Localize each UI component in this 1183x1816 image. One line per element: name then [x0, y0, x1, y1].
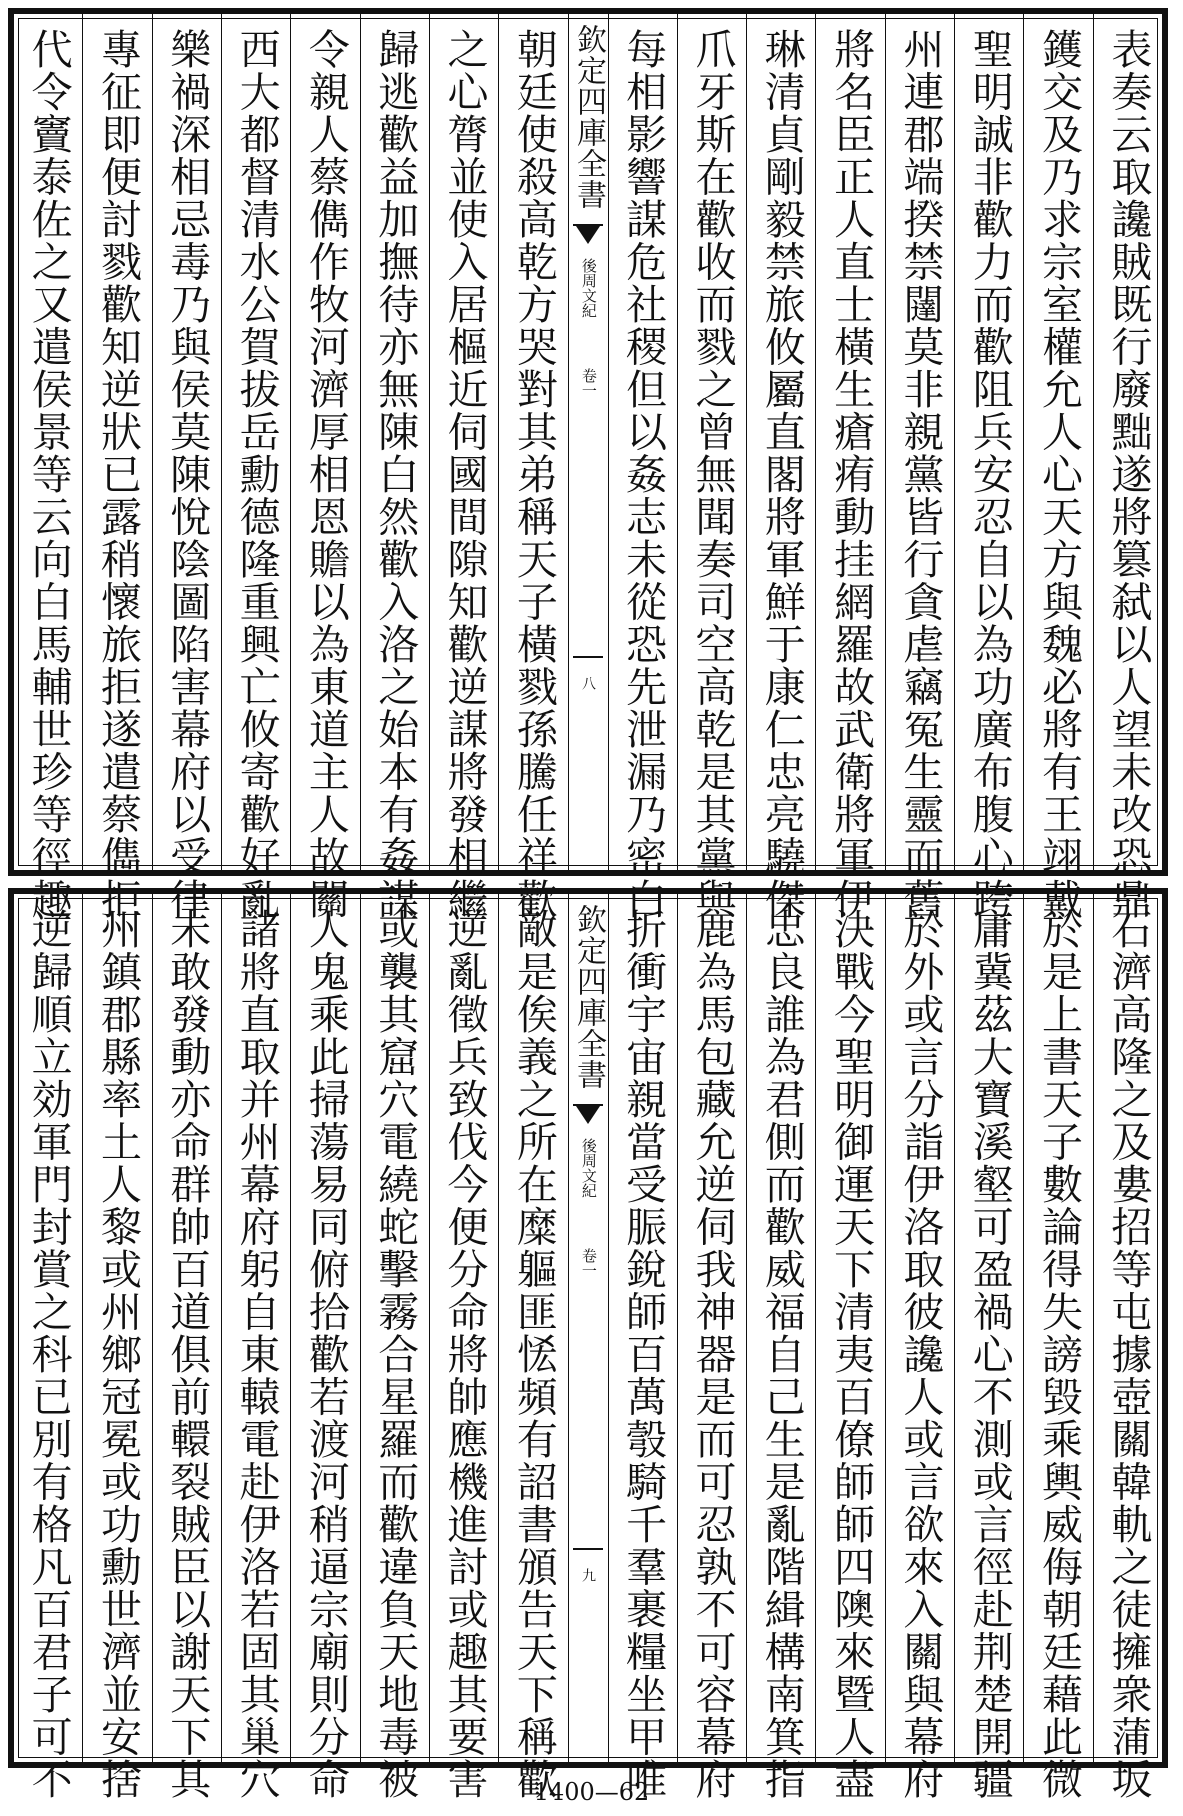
- text-column: [82, 894, 151, 1801]
- text-column: [152, 14, 221, 921]
- column-text: 每相影響謀危社稷但以姦志未從恐先泄漏乃密白: [619, 28, 668, 921]
- text-column: [1093, 14, 1162, 921]
- page-number: 九: [580, 1568, 596, 1582]
- column-text: 人鬼乘此掃蕩易同俯拾歡若渡河稍逼宗廟則分命: [301, 908, 350, 1801]
- text-column: [360, 894, 429, 1801]
- volume-label: 卷一: [579, 1248, 598, 1278]
- text-column: [152, 894, 221, 1801]
- column-text: 將名臣正人直士橫生瘡痏動挂網羅故武衛將軍伊: [827, 28, 876, 921]
- center-margin: [568, 14, 608, 870]
- text-column: [746, 894, 815, 1801]
- column-text: 忠良誰為君側而歡威福自己生是亂階緝構南箕指: [757, 908, 806, 1801]
- book-title: 欽定四庫全書: [571, 904, 606, 1090]
- column-text: 或襲其窟穴電繞蛇擊霧合星羅而歡違負天地毒被: [371, 908, 420, 1801]
- column-text: 諸將直取并州幕府躬自東轅電赴伊洛若固其巢穴: [232, 908, 281, 1801]
- column-text: 州連郡端揆禁闥莫非親黨皆行貪虐竊冤生靈而舊: [896, 28, 945, 921]
- text-column: [885, 894, 954, 1801]
- chapter-title: 後周文紀: [579, 258, 598, 318]
- column-text: 聖明誠非歡力而歡阻兵安忍自以為功廣布腹心跨: [965, 28, 1014, 921]
- column-text: 敵是俟義之所在糜軀匪恡頻有詔書頒告天下稱歡: [509, 908, 558, 1801]
- column-text: 庸冀茲大寶溪壑可盈禍心不測或言徑赴荆楚開疆: [965, 908, 1014, 1801]
- text-column: [608, 14, 677, 921]
- column-text: 專征即便討戮歡知逆狀已露稍懷旅拒遂遣蔡儁拒: [93, 28, 142, 921]
- text-column: [815, 14, 884, 921]
- column-text: 令親人蔡儁作牧河濟厚相恩贍以為東道主人故關: [301, 28, 350, 921]
- column-text: 鑊交及乃求宗室權允人心天方與魏必將有王翊戴: [1035, 28, 1084, 921]
- column-text: 爪牙斯在歡收而戮之曾無聞奏司空高乾是其黨與: [688, 28, 737, 921]
- column-text: 州鎮郡縣率土人黎或州鄉冠冕或功勳世濟並安捨: [93, 908, 142, 1801]
- text-column: [608, 894, 677, 1801]
- column-text: 於是上書天子數論得失謗毀乘輿威侮朝廷藉此微: [1035, 908, 1084, 1801]
- text-column: [498, 894, 567, 1801]
- page-number: 八: [580, 676, 596, 690]
- text-column: [290, 894, 359, 1801]
- text-column: [746, 14, 815, 921]
- column-text: 朝廷使殺高乾方哭對其弟稱天子橫戮孫騰任祥歡: [509, 28, 558, 921]
- text-column: [429, 14, 498, 921]
- text-column: [677, 14, 746, 921]
- text-column: [954, 14, 1023, 921]
- text-column: [498, 14, 567, 921]
- text-column: [1023, 894, 1092, 1801]
- column-text: 於外或言分詣伊洛取彼讒人或言欲來入關與幕府: [896, 908, 945, 1801]
- text-column: [954, 894, 1023, 1801]
- text-column: [360, 14, 429, 921]
- fishtail-mark: [573, 224, 603, 226]
- chapter-title: 後周文紀: [579, 1138, 598, 1198]
- column-text: 決戰今聖明御運天下清夷百僚師師四隩來暨人盡: [827, 908, 876, 1801]
- text-column: [14, 894, 82, 1801]
- page-footer-number: 1400—62: [533, 1778, 650, 1806]
- column-text: 西大都督清水公賀拔岳勳德隆重興亡攸寄歡好亂: [232, 28, 281, 921]
- fishtail-mark: [573, 1104, 603, 1106]
- column-text: 琳清貞剛毅禁旅攸屬直閣將軍鮮于康仁忠亮驍傑: [757, 28, 806, 921]
- text-column: [221, 894, 290, 1801]
- text-column: [221, 14, 290, 921]
- book-title: 欽定四庫全書: [571, 24, 606, 210]
- text-column: [677, 894, 746, 1801]
- text-column: [815, 894, 884, 1801]
- column-text: 逆歸順立効軍門封賞之科已別有格凡百君子可不: [24, 908, 73, 1801]
- column-text: 鹿為馬包藏允逆伺我神器是而可忍孰不可容幕府: [688, 908, 737, 1801]
- column-text: 代令竇泰佐之又遣侯景等云向白馬輔世珍等徑趣: [24, 28, 73, 921]
- upper-page: [8, 8, 1168, 921]
- text-column: [429, 894, 498, 1801]
- column-text: 歸逃歡益加撫待亦無陳白然歡入洛之始本有姦謀: [371, 28, 420, 921]
- text-column: [82, 14, 151, 921]
- column-text: 折衝宇宙親當受脤銳師百萬彀騎千羣裹糧坐甲唯: [619, 908, 668, 1801]
- text-column: [1093, 894, 1162, 1801]
- column-text: 逆亂徵兵致伐今便分命將帥應機進討或趣其要害: [440, 908, 489, 1801]
- volume-label: 卷一: [579, 368, 598, 398]
- fishtail-rule: [573, 1548, 603, 1550]
- text-column: [290, 14, 359, 921]
- fishtail-rule: [573, 656, 603, 658]
- column-text: 石濟高隆之及婁招等屯據壺關韓軌之徒擁衆蒲坂: [1104, 908, 1153, 1801]
- column-text: 之心膂並使入居樞近伺國間隙知歡逆謀將發相繼: [440, 28, 489, 921]
- column-text: 表奏云取讒賊既行廢黜遂將篡弑以人望未改恐鼎: [1104, 28, 1153, 921]
- text-column: [885, 14, 954, 921]
- column-text: 未敢發動亦命群帥百道俱前轘裂賊臣以謝天下其: [163, 908, 212, 1801]
- center-margin: [568, 894, 608, 1762]
- text-column: [14, 14, 82, 921]
- text-column: [1023, 14, 1092, 921]
- column-text: 樂禍深相忌毒乃與侯莫陳悅陰圖陷害幕府以受律: [163, 28, 212, 921]
